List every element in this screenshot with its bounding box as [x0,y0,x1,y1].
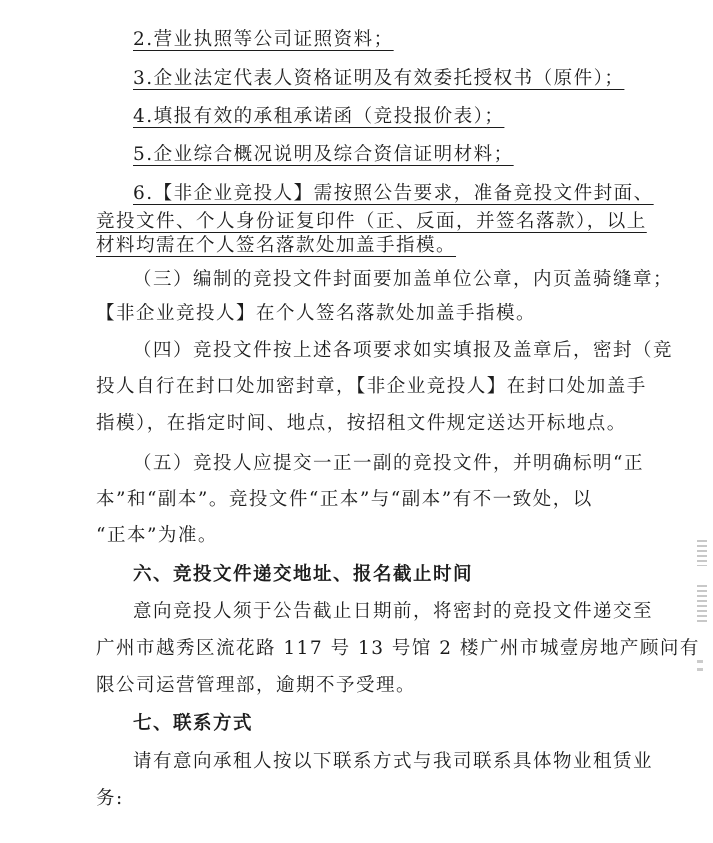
paragraph-4-line-3: 指模），在指定时间、地点，按招租文件规定送达开标地点。 [96,413,627,434]
paragraph-3-line-1: （三）编制的竞投文件封面要加盖单位公章，内页盖骑缝章； [133,269,674,290]
paragraph-5-line-1: （五）竞投人应提交一正一副的竞投文件，并明确标明“正 [133,453,644,474]
list-item-3: 3.企业法定代表人资格证明及有效委托授权书（原件）； [133,68,625,89]
paragraph-5-line-3: “正本”为准。 [96,525,218,546]
paragraph-4-line-1: （四）竞投文件按上述各项要求如实填报及盖章后，密封（竞 [133,340,674,361]
list-item-2: 2.营业执照等公司证照资料； [133,29,394,50]
scan-artifact-mark [697,585,707,625]
list-item-5: 5.企业综合概况说明及综合资信证明材料； [133,144,514,165]
list-item-6-line-3: 材料均需在个人签名落款处加盖手指模。 [96,235,457,256]
section-6-line-3: 限公司运营管理部，逾期不予受理。 [96,675,417,696]
section-7-heading: 七、联系方式 [133,713,254,734]
section-6-line-1: 意向竞投人须于公告截止日期前，将密封的竞投文件递交至 [133,601,654,622]
list-item-4: 4.填报有效的承租承诺函（竞投报价表）； [133,106,505,127]
scan-artifact-speck [697,668,703,671]
list-item-6-line-1: 6.【非企业竞投人】需按照公告要求，准备竞投文件封面、 [133,183,654,204]
paragraph-5-line-2: 本”和“副本”。竞投文件“正本”与“副本”有不一致处，以 [96,489,593,510]
scan-artifact-speck [697,660,703,663]
section-7-line-1: 请有意向承租人按以下联系方式与我司联系具体物业租赁业 [133,751,654,772]
scan-artifact-mark [697,540,707,566]
section-6-heading: 六、竞投文件递交地址、报名截止时间 [133,564,474,585]
section-7-line-2: 务: [96,788,124,809]
paragraph-3-line-2: 【非企业竞投人】在个人签名落款处加盖手指模。 [96,303,537,324]
list-item-6-line-2: 竞投文件、个人身份证复印件（正、反面，并签名落款），以上 [96,211,647,232]
section-6-line-2: 广州市越秀区流花路 117 号 13 号馆 2 楼广州市城壹房地产顾问有 [96,638,700,659]
paragraph-4-line-2: 投人自行在封口处加密封章，【非企业竞投人】在封口处加盖手 [96,376,647,397]
